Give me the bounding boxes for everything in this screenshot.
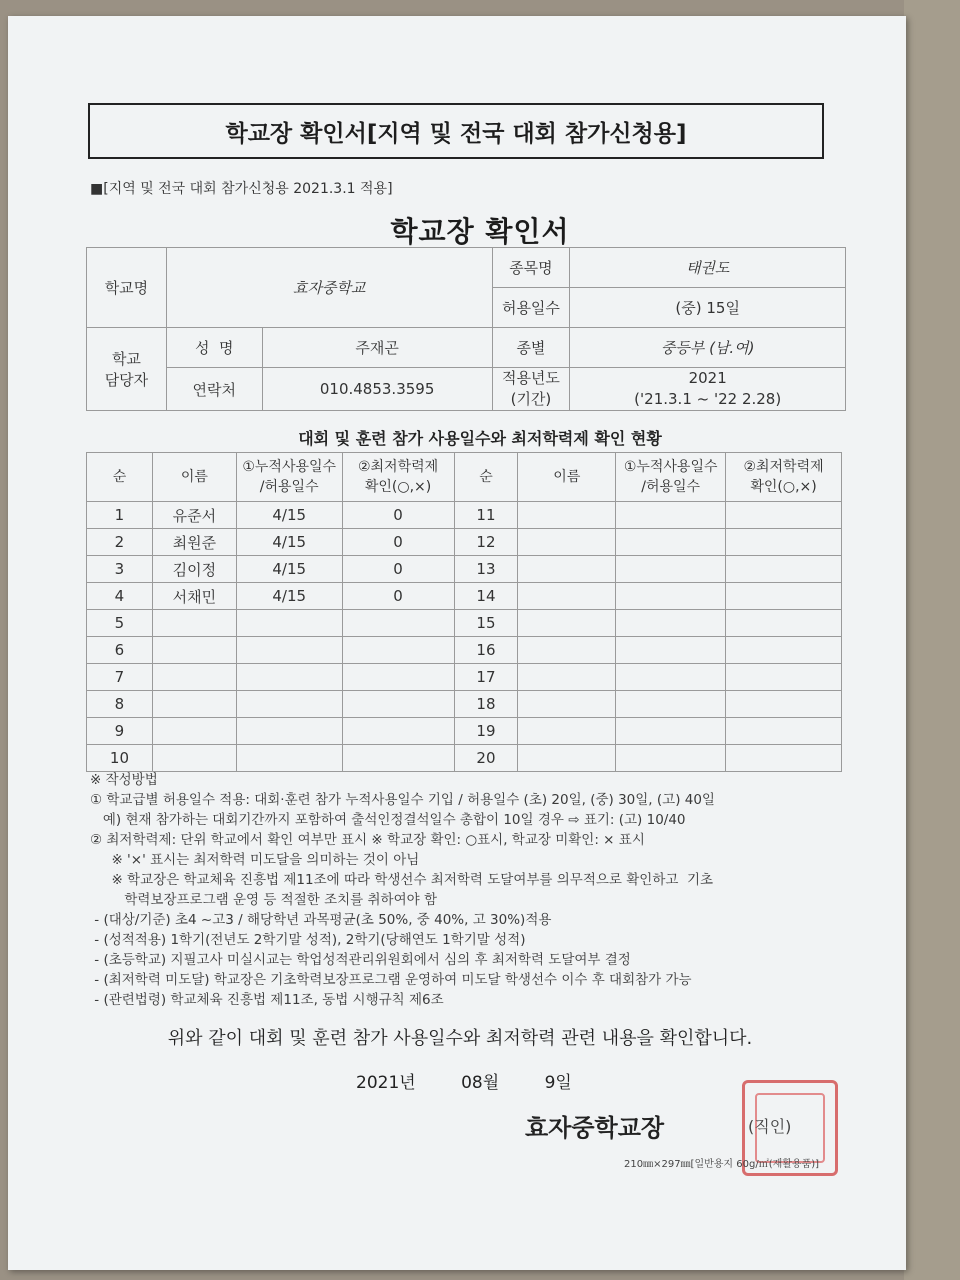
row-check (342, 691, 454, 718)
header-check: ②최저학력제 확인(○,×) (726, 453, 842, 502)
school-value: 효자중학교 (166, 248, 492, 328)
section-title: 대회 및 훈련 참가 사용일수와 최저학력제 확인 현황 (298, 429, 662, 448)
paper-spec: 210㎜×297㎜[일반용지 60g/㎡(재활용품)] (624, 1159, 820, 1170)
note-line: - (대상/기준) 초4 ~고3 / 해당학년 과목평균(초 50%, 중 40%, 고 30%)적용 (90, 912, 552, 928)
table-row (87, 745, 842, 772)
row-days: 4/15 (236, 502, 342, 529)
row-name (152, 745, 236, 772)
row-check (726, 529, 842, 556)
date-year: 2021년 (356, 1073, 416, 1093)
row-check (726, 502, 842, 529)
period-value: ('21.3.1 ~ '22 2.28) (634, 390, 782, 408)
row-name (152, 691, 236, 718)
info-table (86, 247, 846, 411)
row-name (518, 637, 616, 664)
days-label: 허용일수 (492, 288, 570, 328)
row-days (616, 556, 726, 583)
row-check: 0 (342, 529, 454, 556)
row-days (616, 691, 726, 718)
row-check (342, 637, 454, 664)
row-no: 15 (454, 610, 518, 637)
header-no: 순 (87, 453, 153, 502)
row-days (236, 610, 342, 637)
category-value: 중등부 (남.여) (570, 328, 846, 368)
form-subheader: ■[지역 및 전국 대회 참가신청용 2021.3.1 적용] (90, 181, 393, 197)
row-name (518, 529, 616, 556)
note-line: ② 최저학력제: 단위 학교에서 확인 여부만 표시 ※ 학교장 확인: ○표시, 학교장 미확인: × 표시 (90, 832, 645, 848)
row-no: 9 (87, 718, 153, 745)
row-name (152, 637, 236, 664)
document-title: 학교장 확인서 (390, 215, 570, 248)
row-days (616, 664, 726, 691)
row-check (342, 610, 454, 637)
note-line: - (관련법령) 학교체육 진흥법 제11조, 동법 시행규칙 제6조 (90, 992, 444, 1008)
row-no: 1 (87, 502, 153, 529)
instructions (90, 770, 860, 1010)
row-days: 4/15 (236, 556, 342, 583)
school-label: 학교명 (87, 248, 167, 328)
header-name: 이름 (152, 453, 236, 502)
row-no: 19 (454, 718, 518, 745)
row-check (726, 583, 842, 610)
row-days (616, 583, 726, 610)
row-no: 3 (87, 556, 153, 583)
row-name (518, 556, 616, 583)
contact-label: 연락처 (166, 368, 262, 411)
row-name (518, 583, 616, 610)
year-cell (570, 368, 846, 411)
row-name (518, 664, 616, 691)
row-name (518, 502, 616, 529)
note-line: - (초등학교) 지필고사 미실시교는 학업성적관리위원회에서 심의 후 최저학력 도달여부 결정 (90, 952, 631, 968)
row-name: 유준서 (152, 502, 236, 529)
header-days: ①누적사용일수 /허용일수 (616, 453, 726, 502)
row-check (342, 718, 454, 745)
row-no: 5 (87, 610, 153, 637)
row-no: 2 (87, 529, 153, 556)
name-label: 성 명 (166, 328, 262, 368)
table-row (87, 664, 842, 691)
table-row (87, 583, 842, 610)
sport-value: 태권도 (570, 248, 846, 288)
row-no: 8 (87, 691, 153, 718)
date-month: 08월 (461, 1073, 500, 1093)
row-days: 4/15 (236, 583, 342, 610)
row-no: 20 (454, 745, 518, 772)
row-no: 10 (87, 745, 153, 772)
days-value: (중) 15일 (570, 288, 846, 328)
note-line: 예) 현재 참가하는 대회기간까지 포함하여 출석인정결석일수 총합이 10일 경우 ⇨ 표기: (고) 10/40 (90, 812, 686, 828)
background (904, 0, 960, 1280)
table-row (87, 718, 842, 745)
row-days (236, 691, 342, 718)
row-check (726, 745, 842, 772)
row-check (726, 691, 842, 718)
sport-label: 종목명 (492, 248, 570, 288)
row-no: 7 (87, 664, 153, 691)
row-check: 0 (342, 583, 454, 610)
row-name (518, 610, 616, 637)
header-check: ②최저학력제 확인(○,×) (342, 453, 454, 502)
row-check (726, 664, 842, 691)
row-no: 6 (87, 637, 153, 664)
note-line: ① 학교급별 허용일수 적용: 대회·훈련 참가 누적사용일수 기입 / 허용일수 (초) 20일, (중) 30일, (고) 40일 (90, 792, 715, 808)
row-no: 14 (454, 583, 518, 610)
row-name (518, 691, 616, 718)
table-row (87, 610, 842, 637)
year-value: 2021 (688, 369, 727, 387)
issue-date (356, 1068, 612, 1093)
note-line: ※ '×' 표시는 최저학력 미도달을 의미하는 것이 아님 (90, 852, 420, 868)
row-check: 0 (342, 556, 454, 583)
row-name: 김이정 (152, 556, 236, 583)
row-name (152, 664, 236, 691)
header-title: 학교장 확인서[지역 및 전국 대회 참가신청용] (88, 103, 824, 159)
note-line: - (성적적용) 1학기(전년도 2학기말 성적), 2학기(당해연도 1학기말 성적) (90, 932, 526, 948)
year-label: 적용년도 (기간) (492, 368, 570, 411)
note-line: - (최저학력 미도달) 학교장은 기초학력보장프로그램 운영하여 미도달 학생선수 이수 후 대회참가 가능 (90, 972, 692, 988)
status-table (86, 452, 842, 772)
row-days (236, 718, 342, 745)
row-check: 0 (342, 502, 454, 529)
row-days (236, 664, 342, 691)
table-row (87, 691, 842, 718)
row-days (236, 637, 342, 664)
row-no: 4 (87, 583, 153, 610)
table-row (87, 502, 842, 529)
name-value: 주재곤 (262, 328, 492, 368)
row-days (616, 502, 726, 529)
header-no: 순 (454, 453, 518, 502)
row-check (726, 556, 842, 583)
seal-label: (직인) (748, 1117, 792, 1136)
row-no: 13 (454, 556, 518, 583)
row-check (342, 745, 454, 772)
row-name: 최원준 (152, 529, 236, 556)
row-no: 12 (454, 529, 518, 556)
row-check (726, 718, 842, 745)
note-line: ※ 학교장은 학교체육 진흥법 제11조에 따라 학생선수 최저학력 도달여부를 의무적으로 확인하고 기초 (90, 872, 714, 888)
row-check (342, 664, 454, 691)
row-no: 11 (454, 502, 518, 529)
signer-name: 효자중학교장 (525, 1114, 665, 1142)
row-check (726, 637, 842, 664)
row-check (726, 610, 842, 637)
note-line: ※ 작성방법 (90, 772, 158, 788)
table-header-row (87, 453, 842, 502)
row-name (152, 718, 236, 745)
confirmation-text: 위와 같이 대회 및 훈련 참가 사용일수와 최저학력 관련 내용을 확인합니다. (167, 1028, 753, 1049)
category-label: 종별 (492, 328, 570, 368)
table-row (87, 637, 842, 664)
row-days (616, 745, 726, 772)
row-days (616, 610, 726, 637)
header-name: 이름 (518, 453, 616, 502)
staff-label: 학교 담당자 (87, 328, 167, 411)
row-name (518, 745, 616, 772)
row-days (616, 529, 726, 556)
date-day: 9일 (544, 1073, 572, 1093)
row-no: 17 (454, 664, 518, 691)
contact-value: 010.4853.3595 (262, 368, 492, 411)
note-line: 학력보장프로그램 운영 등 적절한 조치를 취하여야 함 (90, 892, 437, 908)
table-row (87, 556, 842, 583)
row-no: 18 (454, 691, 518, 718)
row-no: 16 (454, 637, 518, 664)
row-name: 서채민 (152, 583, 236, 610)
row-name (152, 610, 236, 637)
row-days (616, 718, 726, 745)
header-days: ①누적사용일수 /허용일수 (236, 453, 342, 502)
row-name (518, 718, 616, 745)
row-days (616, 637, 726, 664)
table-row (87, 529, 842, 556)
row-days: 4/15 (236, 529, 342, 556)
row-days (236, 745, 342, 772)
